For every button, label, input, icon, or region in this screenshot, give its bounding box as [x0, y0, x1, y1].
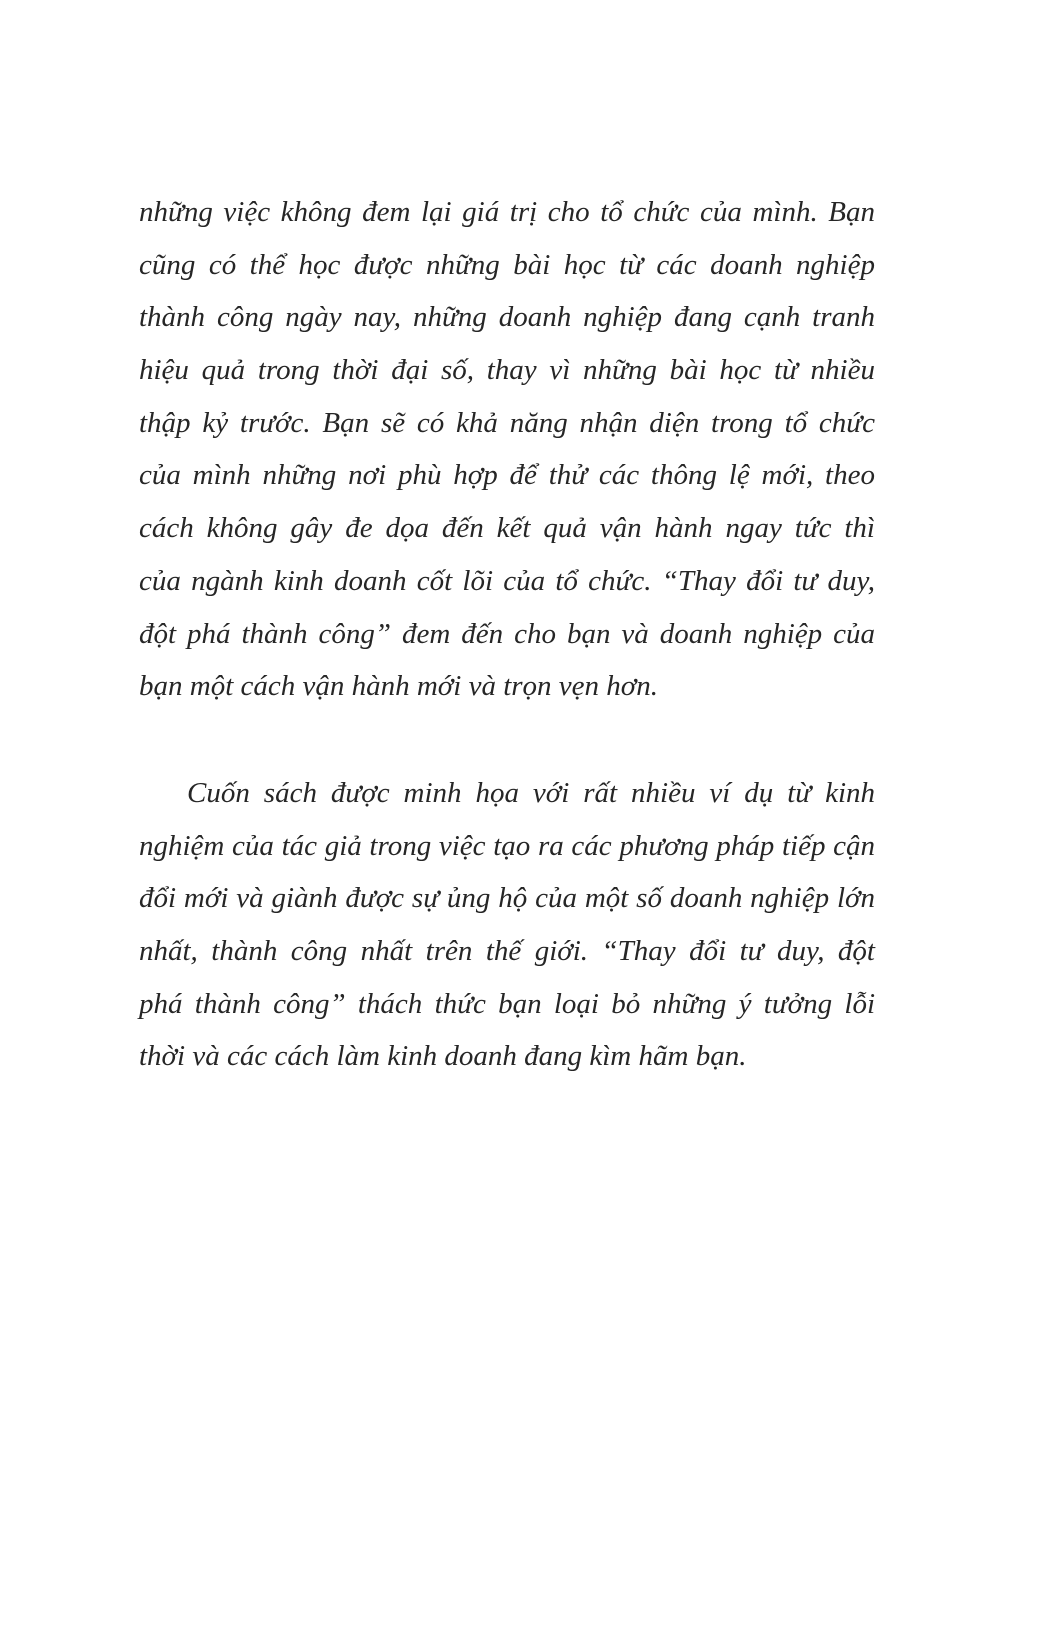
text-line: hiệu quả trong thời đại số, thay vì những bài học từ nhiều — [139, 354, 875, 387]
text-line: những việc không đem lại giá trị cho tổ chức của mình. Bạn — [139, 196, 875, 228]
text-line: của mình những nơi phù hợp để thử các thông lệ mới, theo — [139, 459, 875, 492]
text-line: thập kỷ trước. Bạn sẽ có khả năng nhận diện trong tổ chức — [139, 406, 875, 439]
text-line: của ngành kinh doanh cốt lõi của tổ chức. “Thay đổi tư duy, — [139, 564, 875, 597]
text-line: Cuốn sách được minh họa với rất nhiều ví dụ từ kinh — [187, 776, 875, 809]
text-line: thời và các cách làm kinh doanh đang kìm hãm bạn. — [139, 1040, 747, 1073]
text-line: thành công ngày nay, những doanh nghiệp đang cạnh tranh — [139, 301, 875, 334]
text-line: đổi mới và giành được sự ủng hộ của một số doanh nghiệp lớn — [139, 882, 875, 915]
paragraph-spacer — [139, 713, 875, 767]
text-line: nhất, thành công nhất trên thế giới. “Thay đổi tư duy, đột — [139, 934, 875, 967]
text-line: cũng có thể học được những bài học từ các doanh nghiệp — [139, 248, 875, 281]
text-line: cách không gây đe dọa đến kết quả vận hành ngay tức thì — [139, 512, 875, 545]
body-text — [139, 186, 875, 1083]
text-line: nghiệm của tác giả trong việc tạo ra các phương pháp tiếp cận — [139, 829, 875, 862]
text-line: bạn một cách vận hành mới và trọn vẹn hơn. — [139, 670, 659, 703]
text-line: phá thành công” thách thức bạn loại bỏ những ý tưởng lỗi — [139, 987, 875, 1020]
text-line: đột phá thành công” đem đến cho bạn và doanh nghiệp của — [139, 617, 875, 650]
paragraph-2 — [139, 767, 875, 1083]
paragraph-1 — [139, 186, 875, 713]
